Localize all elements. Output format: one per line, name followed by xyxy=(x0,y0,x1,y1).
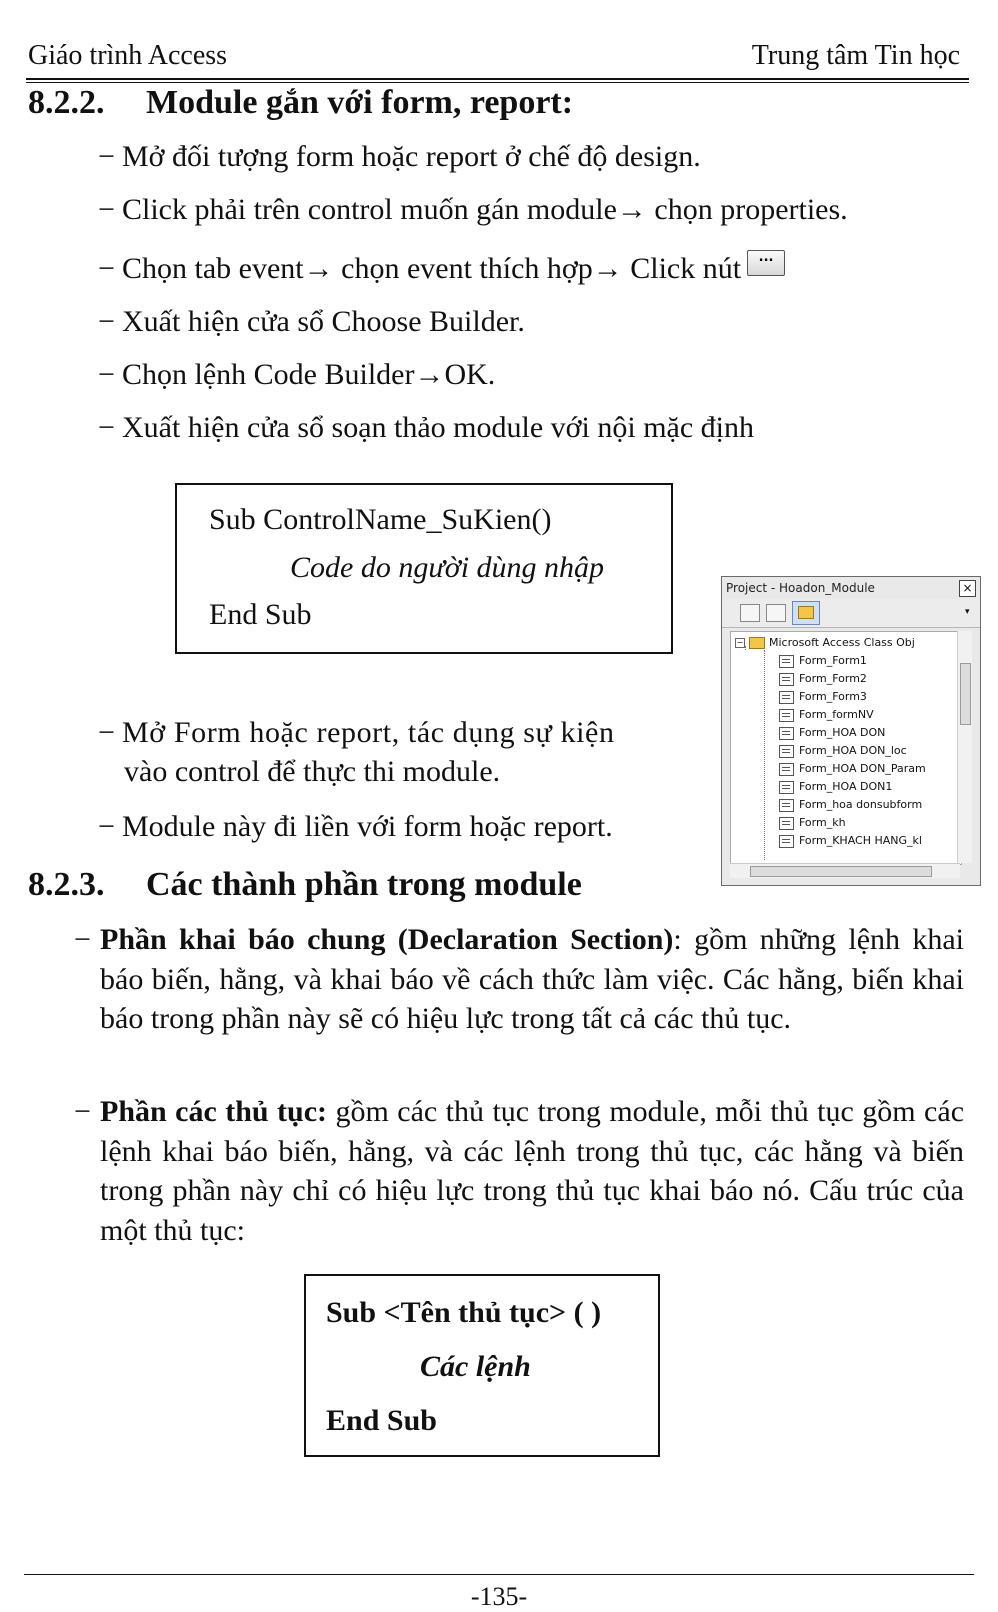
form-module-icon xyxy=(779,691,794,704)
bullet-7-cont: vào control để thực thi module. xyxy=(124,755,501,788)
paragraph-procedures: − Phần các thủ tục: gồm các thủ tục trong module, mỗi thủ tục gồm các lệnh khai báo biến, hằng, và các lệnh trong thủ tục, các hằng và biến trong phần này chỉ có hiệu lực trong thủ tục khai báo nó. Cấu trúc của một thủ tục: xyxy=(74,1095,965,1247)
scroll-thumb[interactable] xyxy=(960,663,971,725)
code-line-1: Sub <Tên thủ tục> ( ) xyxy=(326,1296,602,1329)
section-number: 8.2.2. xyxy=(28,84,105,121)
tree-item[interactable]: Form_hoa donsubform xyxy=(779,798,922,812)
view-object-icon[interactable] xyxy=(766,604,786,622)
header-rule xyxy=(26,78,969,80)
form-module-icon xyxy=(779,745,794,758)
form-module-icon xyxy=(779,781,794,794)
tree-item[interactable]: Form_kh xyxy=(779,816,846,830)
form-module-icon xyxy=(779,655,794,668)
bullet-6: − Xuất hiện cửa sổ soạn thảo module với nội mặc định xyxy=(98,411,754,444)
section-title: Module gắn với form, report: xyxy=(146,84,574,121)
tree-item[interactable]: Form_Form1 xyxy=(779,654,867,668)
close-icon[interactable]: × xyxy=(959,580,976,597)
tree-item[interactable]: Form_HOA DON xyxy=(779,726,885,740)
form-module-icon xyxy=(779,709,794,722)
code-box-procedure xyxy=(304,1274,660,1457)
form-module-icon xyxy=(779,673,794,686)
header-rule-thin xyxy=(26,82,969,83)
code-line-2: Code do người dùng nhập xyxy=(290,551,605,584)
form-module-icon xyxy=(779,835,794,848)
footer-rule xyxy=(24,1574,974,1575)
section-title: Các thành phần trong module xyxy=(146,866,582,903)
tree-item[interactable]: Form_HOA DON_loc xyxy=(779,744,907,758)
form-module-icon xyxy=(779,799,794,812)
tree-item[interactable]: Form_formNV xyxy=(779,708,874,722)
code-line-1: Sub ControlName_SuKien() xyxy=(209,503,552,536)
project-tree xyxy=(730,631,962,865)
form-module-icon xyxy=(779,727,794,740)
bullet-2: − Click phải trên control muốn gán module→ chọn properties. xyxy=(98,193,848,226)
section-heading-8-2-3 xyxy=(28,866,582,904)
bullet-7: − Mở Form hoặc report, tác dụng sự kiện xyxy=(98,716,615,749)
code-line-2: Các lệnh xyxy=(420,1350,531,1383)
tree-item[interactable]: Form_HOA DON1 xyxy=(779,780,892,794)
horizontal-scrollbar[interactable] xyxy=(730,863,960,878)
code-line-3: End Sub xyxy=(326,1404,437,1437)
bullet-1: − Mở đối tượng form hoặc report ở chế độ design. xyxy=(98,140,701,173)
form-module-icon xyxy=(779,817,794,830)
chevron-down-icon[interactable]: ▾ xyxy=(965,607,970,617)
project-toolbar xyxy=(722,599,980,628)
code-box-event xyxy=(175,483,673,654)
bullet-3: − Chọn tab event→ chọn event thích hợp→ Click nút ... xyxy=(98,252,785,286)
view-code-icon[interactable] xyxy=(740,604,760,622)
section-heading-8-2-2 xyxy=(28,84,573,122)
bullet-8: − Module này đi liền với form hoặc report. xyxy=(98,810,613,843)
folder-icon xyxy=(749,637,765,649)
form-module-icon xyxy=(779,763,794,776)
header-right: Trung tâm Tin học xyxy=(751,40,960,71)
vertical-scrollbar[interactable] xyxy=(957,631,972,863)
paragraph-declaration: − Phần khai báo chung (Declaration Section): gồm những lệnh khai báo biến, hằng, và khai báo về cách thức làm việc. Các hằng, biến khai báo trong phần này sẽ có hiệu lực trong tất cả các thủ tục. xyxy=(74,923,965,1035)
tree-item[interactable]: Form_Form2 xyxy=(779,672,867,686)
bullet-4: − Xuất hiện cửa sổ Choose Builder. xyxy=(98,305,525,338)
header-left: Giáo trình Access xyxy=(28,40,228,71)
tree-root[interactable]: − Microsoft Access Class Obj xyxy=(736,636,915,649)
collapse-icon[interactable]: − xyxy=(736,638,744,647)
section-number: 8.2.3. xyxy=(28,866,105,903)
toggle-folders-icon[interactable] xyxy=(792,601,820,625)
build-button-icon: ... xyxy=(747,250,785,276)
code-line-3: End Sub xyxy=(209,598,312,631)
tree-item[interactable]: Form_HOA DON_Param xyxy=(779,762,926,776)
project-title: Project - Hoadon_Module xyxy=(722,577,980,599)
page-number: -135- xyxy=(470,1582,528,1611)
tree-item[interactable]: Form_KHACH HANG_kl xyxy=(779,834,922,848)
project-explorer xyxy=(721,576,981,886)
bullet-5: − Chọn lệnh Code Builder→OK. xyxy=(98,358,496,391)
scroll-thumb[interactable] xyxy=(750,866,932,877)
tree-item[interactable]: Form_Form3 xyxy=(779,690,867,704)
